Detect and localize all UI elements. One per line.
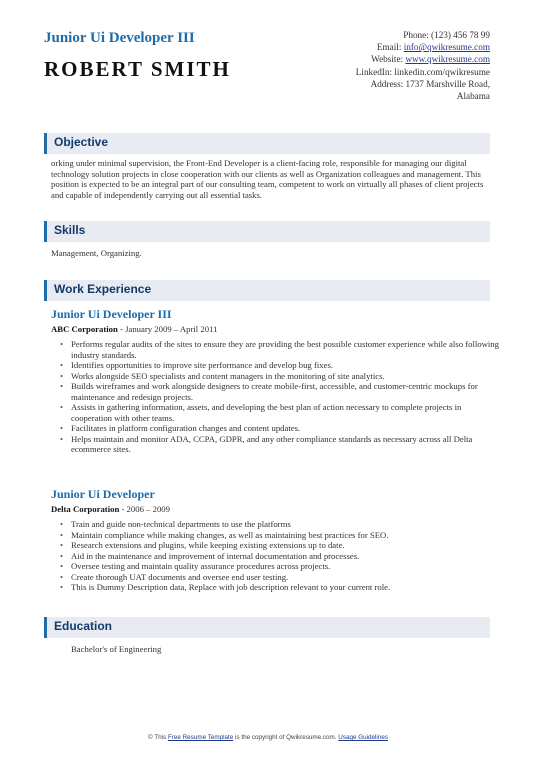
education-degree: Bachelor's of Engineering: [71, 644, 162, 654]
skills-title: Skills: [54, 223, 86, 237]
job-2-dates: - 2006 – 2009: [119, 504, 170, 514]
skills-text: Management, Organizing.: [51, 248, 142, 258]
objective-section-header: [44, 133, 490, 154]
work-section-header: [44, 280, 490, 301]
job-2-company-line: [51, 504, 170, 514]
list-item: • Helps maintain and monitor ADA, CCPA, GDPR, and any other compliance standards as necessary across all Delta ecommerce sites.: [71, 434, 501, 455]
list-item: • This is Dummy Description data, Replace with job description relevant to your current role.: [71, 582, 501, 593]
skills-section-header: [44, 221, 490, 242]
contact-email-link[interactable]: info@qwikresume.com: [403, 42, 490, 53]
footer-template-link[interactable]: Free Resume Template: [167, 734, 234, 741]
objective-text: orking under minimal supervision, the Front-End Developer is a client-facing role, responsible for managing our digital technology solution projects in close cooperation with our clients as well as Organization colleagues and management. This position is expected to be an integral part of our consulting team, competent to work on virtually all phases of client projects and capable of independently carrying out all essential tasks.: [51, 158, 484, 200]
contact-address-line2: Alabama: [456, 91, 490, 102]
list-item: • Identifies opportunities to improve site performance and develop bug fixes.: [71, 360, 501, 371]
job-1-dates: - January 2009 – April 2011: [117, 324, 218, 334]
job-1-company: ABC Corporation: [51, 324, 118, 334]
contact-block: [260, 29, 490, 102]
list-item: • Maintain compliance while making changes, as well as maintaining best practices for SEO.: [71, 530, 501, 541]
work-title: Work Experience: [54, 282, 152, 296]
contact-website-link[interactable]: www.qwikresume.com: [405, 54, 490, 65]
list-item: • Builds wireframes and work alongside designers to create mobile-first, accessible, and customer-centric mockups for maintenance and redesign projects.: [71, 381, 501, 402]
contact-email-line: [260, 41, 490, 53]
list-item: • Facilitates in platform configuration changes and content updates.: [71, 423, 501, 434]
job-2-role: Junior Ui Developer: [51, 487, 155, 501]
job-1-company-line: [51, 324, 217, 334]
list-item: • Assists in gathering information, assets, and developing the best plan of action necessary to complete projects in cooperation with other teams.: [71, 402, 501, 423]
footer-usage-link[interactable]: Usage Guidelines: [338, 734, 388, 741]
education-section-header: [44, 617, 490, 638]
contact-linkedin: LinkedIn: linkedin.com/qwikresume: [355, 66, 490, 77]
list-item: • Create thorough UAT documents and oversee end user testing.: [71, 572, 501, 583]
candidate-name: ROBERT SMITH: [44, 57, 231, 81]
contact-website-label: Website:: [371, 54, 406, 65]
education-title: Education: [54, 619, 113, 633]
contact-phone: Phone: (123) 456 78 99: [403, 30, 490, 40]
job-1-bullets: [58, 339, 501, 455]
header-job-title: Junior Ui Developer III: [44, 30, 195, 46]
list-item: • Aid in the maintenance and improvement of internal documentation and processes.: [71, 551, 501, 562]
job-2-bullets: [58, 519, 501, 593]
list-item: • Oversee testing and maintain quality assurance procedures across projects.: [71, 561, 501, 572]
footer: [0, 734, 536, 741]
list-item: • Works alongside SEO specialists and content managers in the monitoring of site analytics.: [71, 371, 501, 382]
footer-prefix: © This: [148, 734, 168, 741]
contact-address-line1: Address: 1737 Marshville Road,: [370, 78, 490, 89]
list-item: • Performs regular audits of the sites to ensure they are providing the best possible customer experience while also following industry standards.: [71, 339, 501, 360]
job-1-role: Junior Ui Developer III: [51, 307, 172, 321]
footer-middle: is the copyright of Qwikresume.com.: [233, 734, 339, 741]
list-item: • Research extensions and plugins, while keeping existing extensions up to date.: [71, 540, 501, 551]
job-2-company: Delta Corporation: [51, 504, 120, 514]
contact-email-label: Email:: [376, 42, 404, 53]
objective-title: Objective: [54, 135, 109, 149]
contact-website-line: [260, 53, 490, 65]
list-item: • Train and guide non-technical departments to use the platforms: [71, 519, 501, 530]
